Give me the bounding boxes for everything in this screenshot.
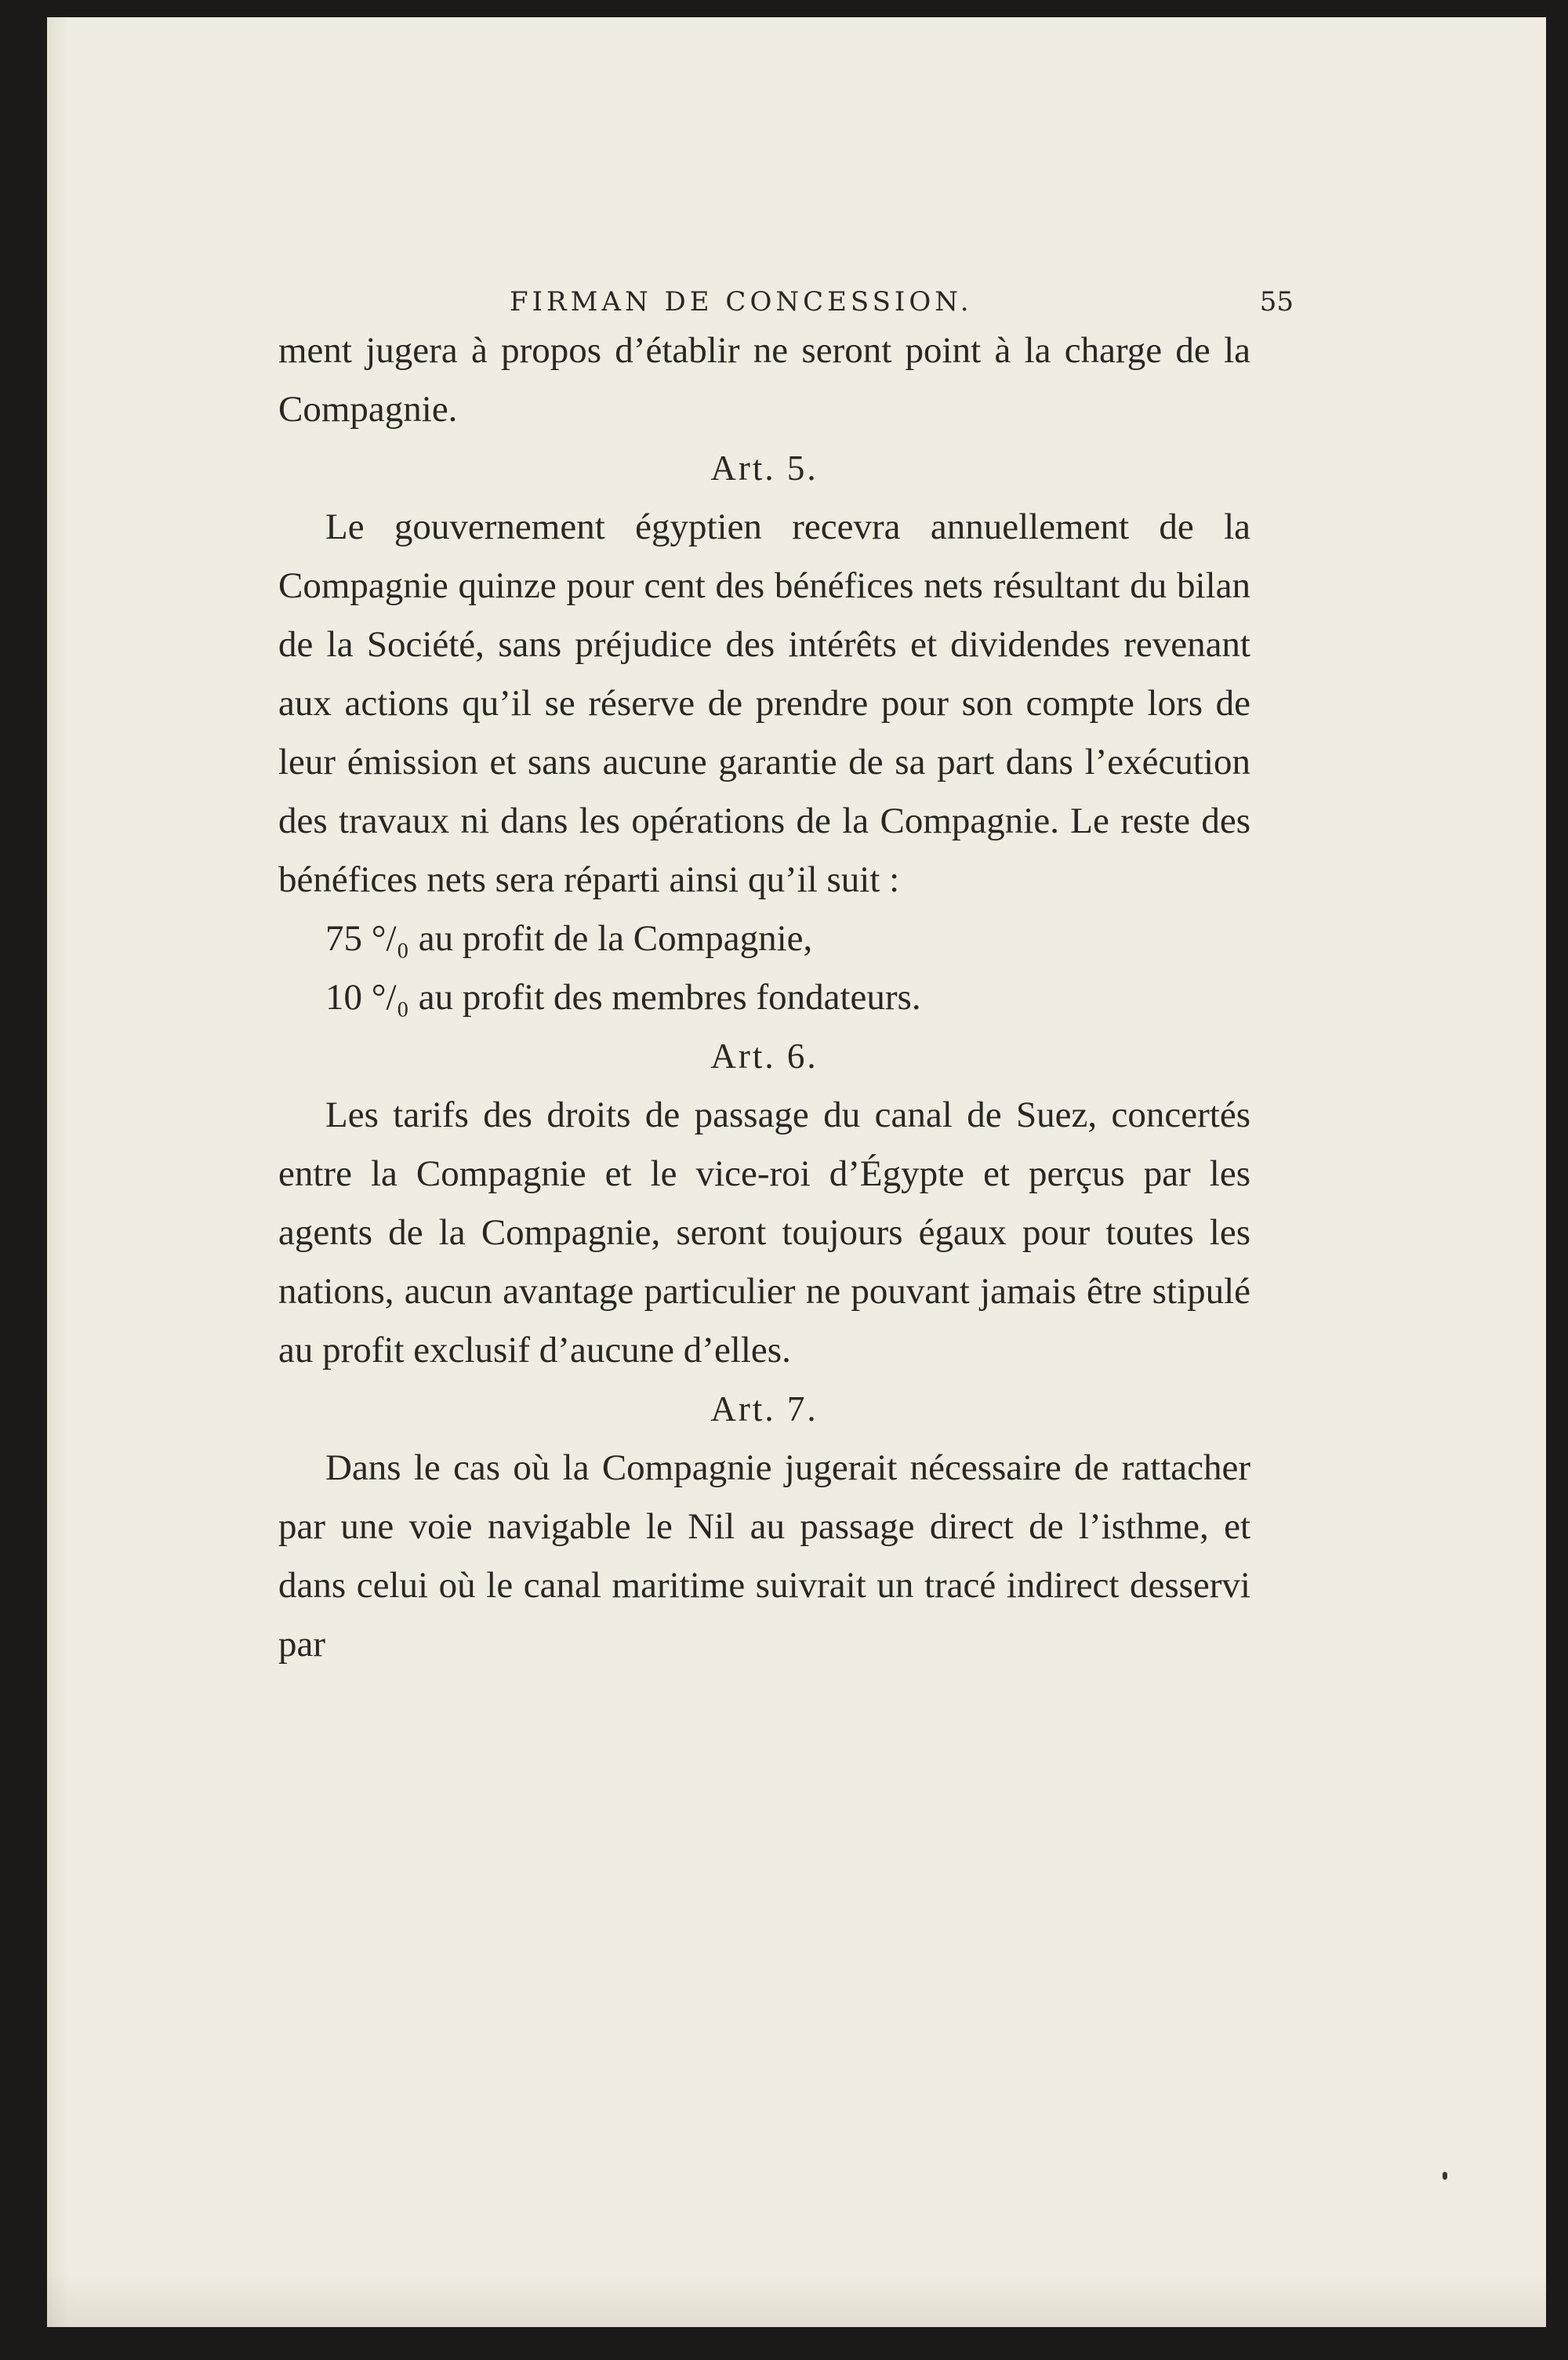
ink-speck [1443, 2172, 1447, 2180]
article-6-paragraph: Les tarifs des droits de passage du canal de Suez, concertés entre la Compagnie et le vice-roi d’Égypte et perçus par les agents de la Compagnie, seront toujours égaux pour toutes les nations, aucun avantage particulier ne pouvant jamais être stipulé au profit exclusif d’aucune d’elles. [278, 1095, 1250, 1371]
page-top-edge [47, 0, 1546, 17]
page-number: 55 [1259, 286, 1294, 318]
continuation-paragraph: ment jugera à propos d’établir ne seront point à la charge de la Compagnie. [278, 330, 1250, 430]
page-body [278, 321, 1250, 1674]
article-5-item-2: 10 °/₀ au profit des membres fondateurs. [325, 977, 921, 1018]
running-title: FIRMAN DE CONCESSION. [510, 286, 973, 318]
page-header [510, 286, 1294, 325]
article-5-paragraph: Le gouvernement égyptien recevra annuellement de la Compagnie quinze pour cent des bénéfices nets résultant du bilan de la Société, sans préjudice des intérêts et dividendes revenant aux actions qu’il se réserve de prendre pour son compte lors de leur émission et sans aucune garantie de sa part dans l’exécution des travaux ni dans les opérations de la Compagnie. Le reste des bénéfices nets sera réparti ainsi qu’il suit : [278, 506, 1250, 900]
article-6-heading: Art. 6. [710, 1037, 818, 1076]
article-7-paragraph: Dans le cas où la Compagnie jugerait nécessaire de rattacher par une voie navigable le Nil au passage direct de l’isthme, et dans celui où le canal maritime suivrait un tracé indirect desservi par [278, 1447, 1250, 1665]
article-7-heading: Art. 7. [710, 1389, 818, 1429]
article-5-item-1: 75 °/₀ au profit de la Compagnie, [325, 918, 813, 959]
book-page [47, 0, 1546, 2327]
article-5-heading: Art. 5. [710, 448, 818, 488]
